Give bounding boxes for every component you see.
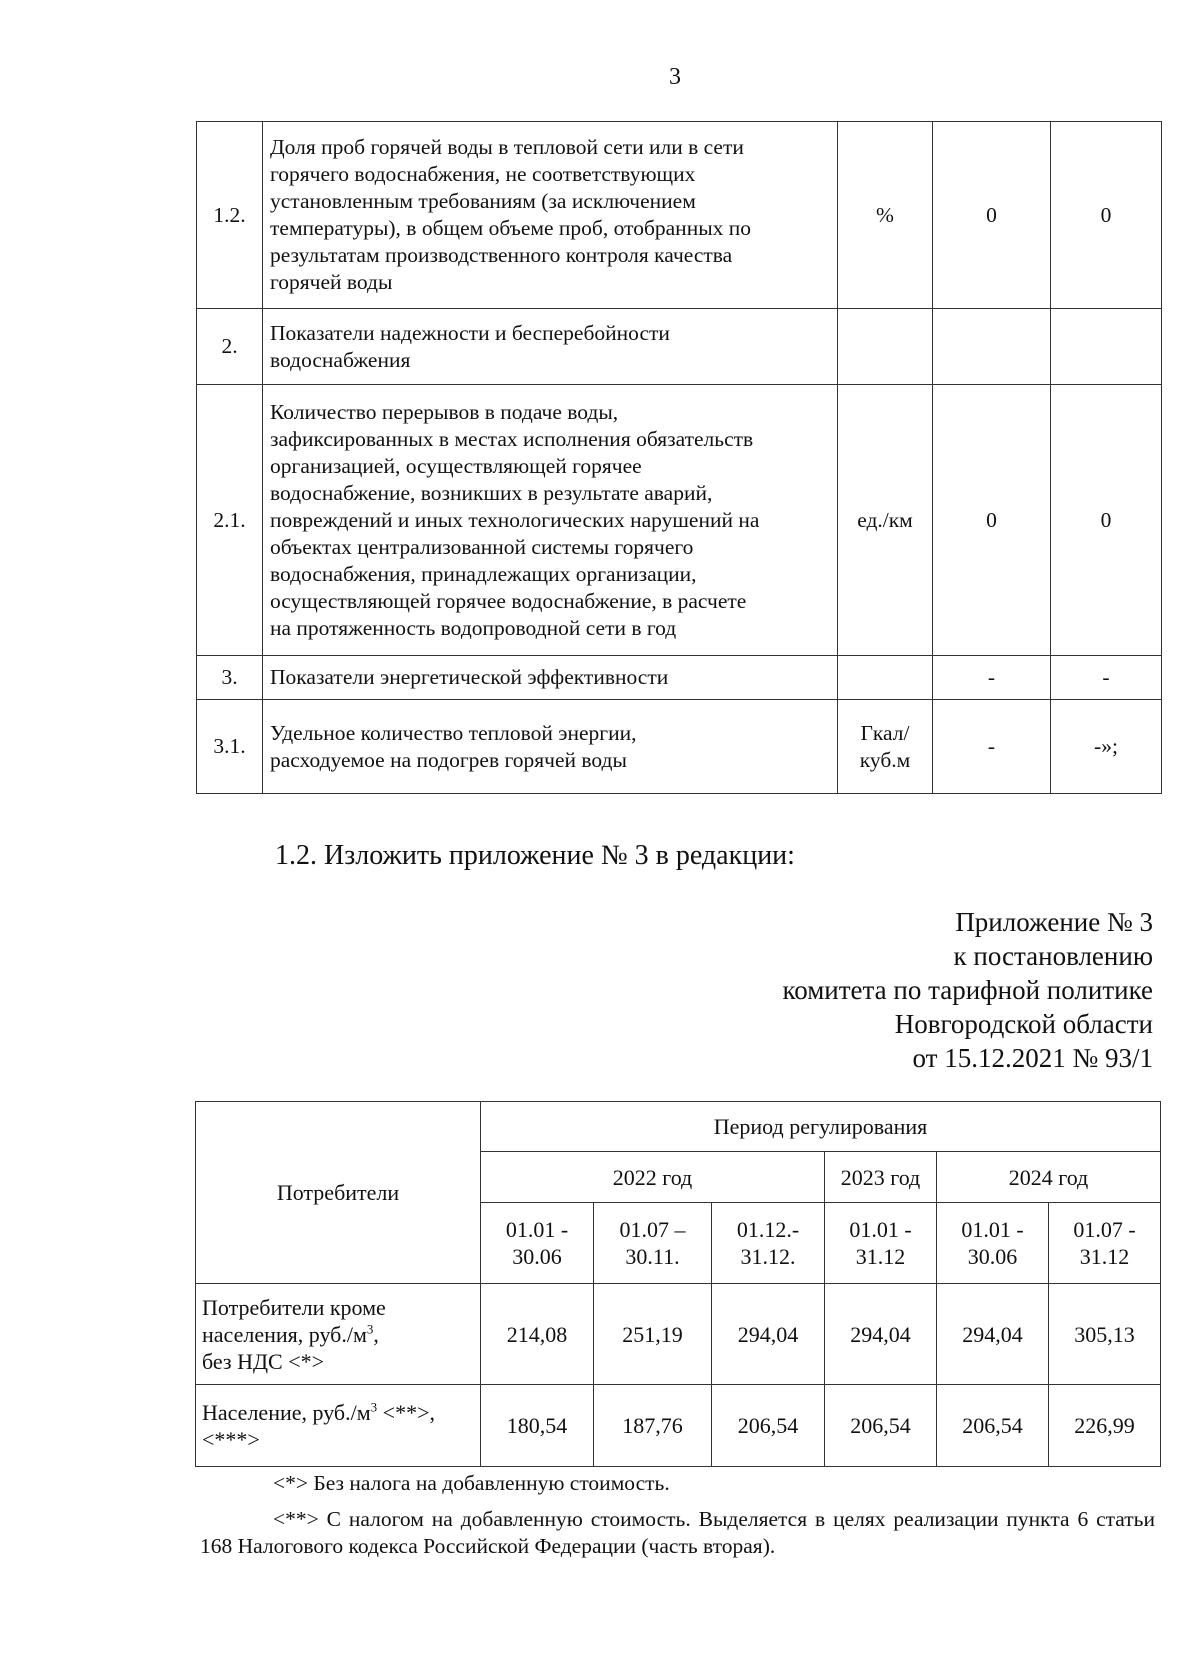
value-cell: 0 [1051, 122, 1162, 309]
tariff-value: 214,08 [481, 1284, 594, 1385]
row-number: 3.1. [197, 700, 263, 794]
year-header: 2024 год [937, 1152, 1161, 1203]
value-cell: 0 [1051, 385, 1162, 656]
footnote: <*> Без налога на добавленную стоимость. [273, 1471, 670, 1495]
table-row [197, 309, 1162, 385]
tariff-value: 226,99 [1049, 1385, 1161, 1467]
amendment-text: 1.2. Изложить приложение № 3 в редакции: [275, 840, 795, 871]
row-number: 2. [197, 309, 263, 385]
value-cell: - [1051, 656, 1162, 700]
tariff-value: 294,04 [937, 1284, 1049, 1385]
tariff-value: 294,04 [712, 1284, 825, 1385]
period-cell: 01.07 - 31.12 [1049, 1203, 1161, 1284]
table-row [197, 122, 1162, 309]
period-header: Период регулирования [481, 1102, 1161, 1152]
table-header-row [196, 1102, 1161, 1152]
unit-cell [838, 656, 933, 700]
value-cell: 0 [933, 122, 1051, 309]
indicator-description: Показатели энергетической эффективности [263, 656, 838, 700]
value-cell: 0 [933, 385, 1051, 656]
period-cell: 01.12.- 31.12. [712, 1203, 825, 1284]
consumer-label: Потребители кроме населения, $руб./м^3$, без НДС <*> [196, 1284, 481, 1385]
period-cell: 01.01 - 30.06 [481, 1203, 594, 1284]
indicator-description: Показатели надежности и бесперебойности водоснабжения [263, 309, 838, 385]
consumers-header: Потребители [196, 1102, 481, 1284]
unit-cell [838, 309, 933, 385]
tariff-value: 251,19 [594, 1284, 712, 1385]
unit-cell: ед./км [838, 385, 933, 656]
row-number: 1.2. [197, 122, 263, 309]
tariff-value: 180,54 [481, 1385, 594, 1467]
indicators-table [196, 121, 1162, 794]
appendix-header: Приложение № 3 к постановлению комитета по тарифной политике Новгородской области от 15.12.2021 № 93/1 [782, 907, 1153, 1073]
tariff-value: 294,04 [825, 1284, 937, 1385]
period-cell: 01.01 - 30.06 [937, 1203, 1049, 1284]
consumer-label: Население, $руб./м^3$ <**>, <***> [196, 1385, 481, 1467]
indicator-description: Удельное количество тепловой энергии, расходуемое на подогрев горячей воды [263, 700, 838, 794]
tariff-value: 206,54 [712, 1385, 825, 1467]
table-row [196, 1284, 1161, 1385]
table-row [197, 700, 1162, 794]
row-number: 3. [197, 656, 263, 700]
page-number: 3 [669, 64, 681, 90]
indicator-description: Доля проб горячей воды в тепловой сети или в сети горячего водоснабжения, не соответствующих установленным требованиям (за исключением температуры), в общем объеме проб, отобранных по результатам производственного контроля качества горячей воды [263, 122, 838, 309]
period-cell: 01.01 - 31.12 [825, 1203, 937, 1284]
unit-cell: % [838, 122, 933, 309]
year-header: 2023 год [825, 1152, 937, 1203]
year-header: 2022 год [481, 1152, 825, 1203]
tariff-value: 206,54 [937, 1385, 1049, 1467]
table-row [197, 656, 1162, 700]
period-cell: 01.07 – 30.11. [594, 1203, 712, 1284]
indicator-description: Количество перерывов в подаче воды, зафиксированных в местах исполнения обязательств организацией, осуществляющей горячее водоснабжение, возникших в результате аварий, повреждений и иных технологических нарушений на объектах централизованной системы горячего водоснабжения, принадлежащих организации, осуществляющей горячее водоснабжение, в расчете на протяженность водопроводной сети в год [263, 385, 838, 656]
value-cell: - [933, 656, 1051, 700]
table-row [196, 1385, 1161, 1467]
tariff-value: 206,54 [825, 1385, 937, 1467]
tariff-value: 187,76 [594, 1385, 712, 1467]
unit-cell: Гкал/ куб.м [838, 700, 933, 794]
value-cell [1051, 309, 1162, 385]
value-cell [933, 309, 1051, 385]
tariff-value: 305,13 [1049, 1284, 1161, 1385]
value-cell: -»; [1051, 700, 1162, 794]
tariff-table [195, 1101, 1161, 1467]
row-number: 2.1. [197, 385, 263, 656]
table-row [197, 385, 1162, 656]
value-cell: - [933, 700, 1051, 794]
footnote: <**> С налогом на добавленную стоимость. Выделяется в целях реализации пункта 6 статьи 168 Налогового кодекса Российской Федерации (часть вторая). [200, 1507, 1155, 1558]
